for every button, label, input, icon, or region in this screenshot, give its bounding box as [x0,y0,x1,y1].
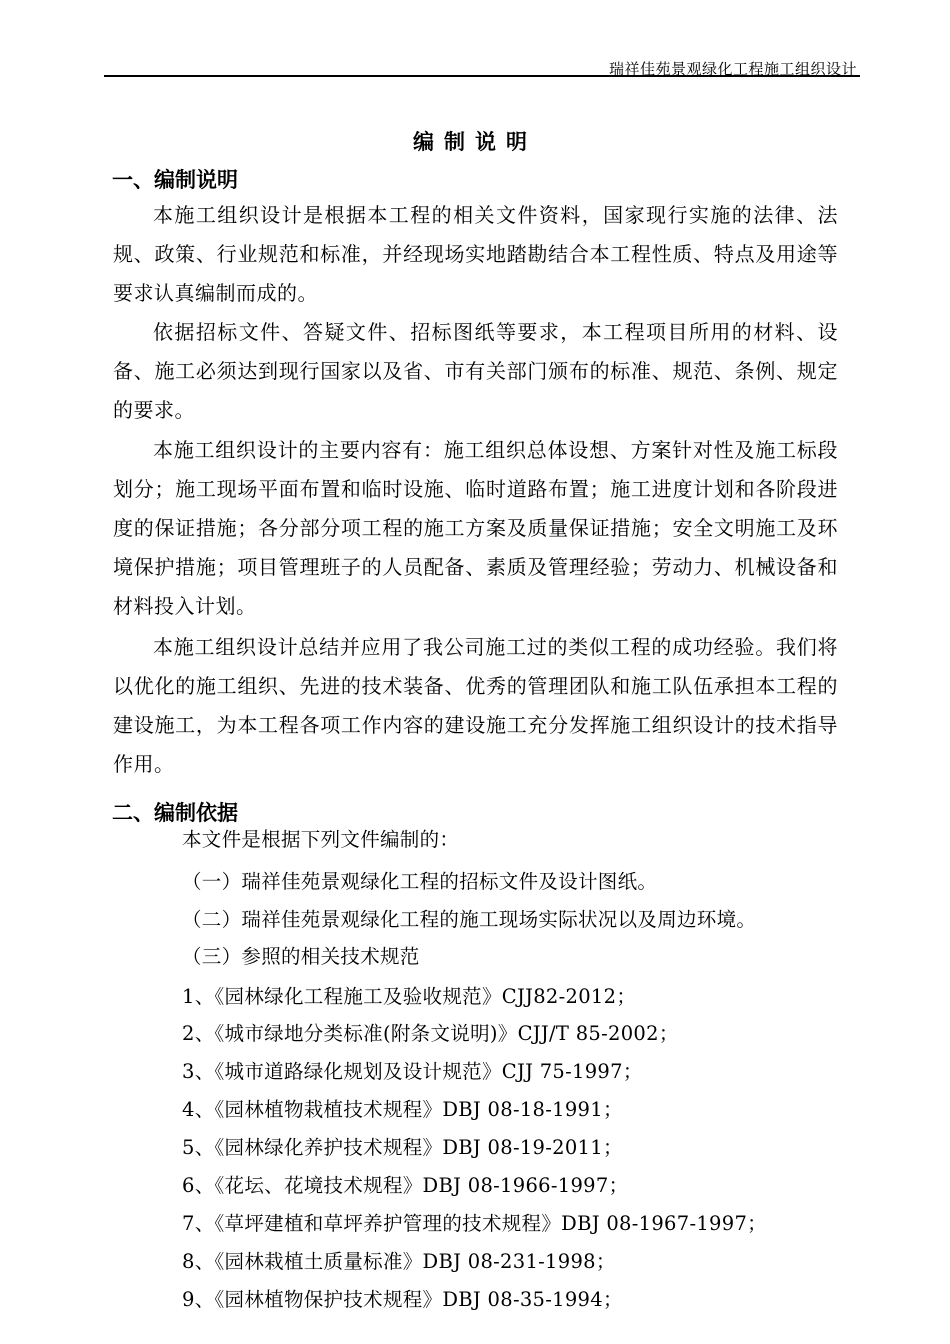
standard-item: 2、《城市绿地分类标准(附条文说明)》CJJ/T 85-2002； [182,1022,679,1045]
standard-item: 7、《草坪建植和草坪养护管理的技术规程》DBJ 08-1967-1997； [182,1212,767,1235]
standard-item: 1、《园林绿化工程施工及验收规范》CJJ82-2012； [182,985,637,1008]
running-header: 瑞祥佳苑景观绿化工程施工组织设计 [608,60,857,78]
basis-intro: 本文件是根据下列文件编制的： [182,828,460,851]
standard-item: 6、《花坛、花境技术规程》DBJ 08-1966-1997； [182,1174,629,1197]
standard-item: 3、《城市道路绿化规划及设计规范》CJJ 75-1997； [182,1060,643,1083]
basis-item: （三）参照的相关技术规范 [182,945,420,968]
basis-item: （二）瑞祥佳苑景观绿化工程的施工现场实际状况以及周边环境。 [182,908,757,931]
paragraph-3: 本施工组织设计的主要内容有：施工组织总体设想、方案针对性及施工标段划分；施工现场平面布置和临时设施、临时道路布置；施工进度计划和各阶段进度的保证措施；各分部分项工程的施工方案及质量保证措施；安全文明施工及环境保护措施；项目管理班子的人员配备、素质及管理经验；劳动力、机械设备和材料投入计划。 [113,438,838,618]
paragraph-4: 本施工组织设计总结并应用了我公司施工过的类似工程的成功经验。我们将以优化的施工组织、先进的技术装备、优秀的管理团队和施工队伍承担本工程的建设施工，为本工程各项工作内容的建设施工充分发挥施工组织设计的技术指导作用。 [113,635,838,776]
header-rule [104,75,860,77]
section-heading-1: 一、编制说明 [112,168,238,192]
section-heading-2: 二、编制依据 [112,801,238,825]
standard-item: 8、《园林栽植土质量标准》DBJ 08-231-1998； [182,1250,616,1273]
paragraph-1: 本施工组织设计是根据本工程的相关文件资料，国家现行实施的法律、法规、政策、行业规范和标准，并经现场实地踏勘结合本工程性质、特点及用途等要求认真编制而成的。 [113,203,838,305]
standard-item: 9、《园林植物保护技术规程》DBJ 08-35-1994； [182,1288,623,1311]
doc-title: 编制说明 [413,130,537,154]
paragraph-2: 依据招标文件、答疑文件、招标图纸等要求，本工程项目所用的材料、设备、施工必须达到现行国家以及省、市有关部门颁布的标准、规范、条例、规定的要求。 [113,320,838,422]
standard-item: 4、《园林植物栽植技术规程》DBJ 08-18-1991； [182,1098,623,1121]
standard-item: 5、《园林绿化养护技术规程》DBJ 08-19-2011； [182,1136,623,1159]
basis-item: （一）瑞祥佳苑景观绿化工程的招标文件及设计图纸。 [182,870,658,893]
